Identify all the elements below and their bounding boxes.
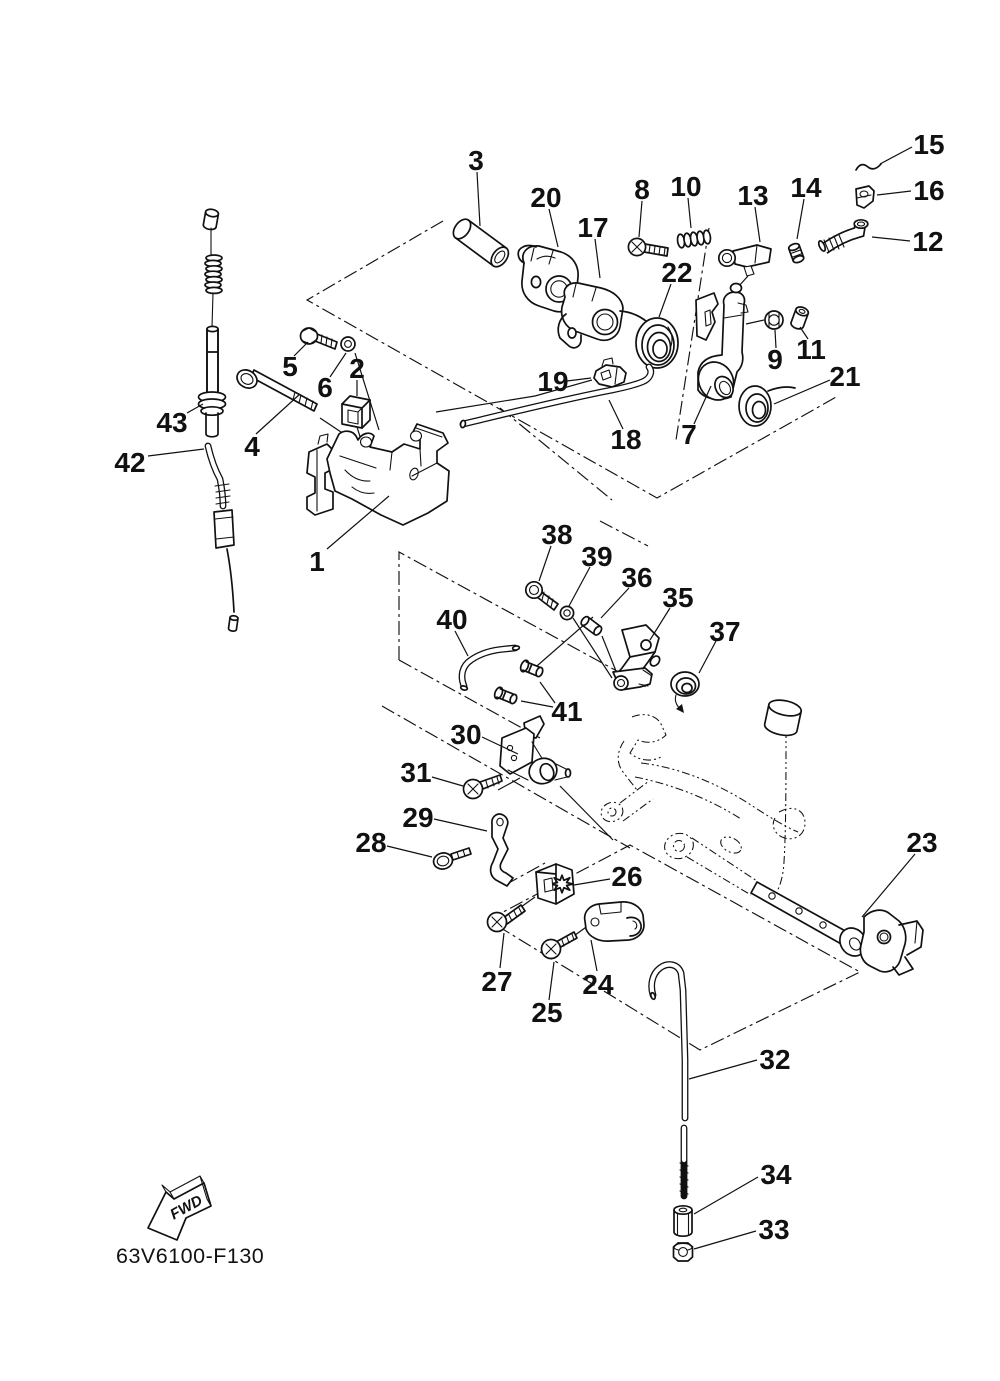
leader-line-4 [256, 394, 300, 434]
leader-line-29 [434, 819, 487, 831]
leader-line-8 [639, 201, 642, 237]
callout-11: 11 [796, 334, 826, 366]
leader-line-26 [574, 879, 610, 885]
callout-5: 5 [282, 351, 298, 383]
part-12-elbow-hose [817, 220, 867, 252]
leader-line-25 [549, 962, 554, 1000]
callout-41: 41 [551, 696, 583, 728]
callout-2: 2 [349, 353, 365, 385]
part-3-tube [450, 216, 512, 270]
part-16-clamp [856, 186, 874, 208]
callout-29: 29 [402, 802, 434, 834]
linkage-roller [763, 698, 802, 739]
callout-17: 17 [577, 212, 609, 244]
callout-4: 4 [244, 431, 260, 463]
callout-21: 21 [829, 361, 861, 393]
part-26-star-adjuster [536, 864, 574, 904]
leader-line-22 [659, 284, 671, 317]
callout-34: 34 [760, 1159, 792, 1191]
callout-40: 40 [436, 604, 468, 636]
leader-line-23 [862, 854, 915, 917]
callout-26: 26 [611, 861, 643, 893]
leader-line-32 [689, 1060, 757, 1079]
leader-line-20 [549, 209, 558, 247]
part-35-lever-bracket [613, 625, 662, 690]
diagram-code: 63V6100-F130 [116, 1244, 265, 1268]
leader-line-31 [432, 777, 463, 786]
leader-line-16 [877, 191, 911, 195]
leader-line-13 [755, 207, 760, 242]
callout-39: 39 [581, 541, 613, 573]
part-13-joint-lever [719, 245, 771, 276]
leader-line-28 [387, 846, 432, 857]
callout-9: 9 [767, 344, 783, 376]
callout-20: 20 [530, 182, 562, 214]
leader-line-12 [872, 237, 910, 241]
callout-27: 27 [481, 966, 513, 998]
callout-28: 28 [355, 827, 387, 859]
callout-42: 42 [114, 447, 146, 479]
part-19-clamp [594, 358, 626, 387]
callout-1: 1 [309, 546, 325, 578]
callout-31: 31 [400, 757, 432, 789]
part-4-bolt [234, 366, 317, 411]
throttle-cable-assembly [199, 208, 239, 631]
callout-22: 22 [661, 257, 693, 289]
leader-line-27 [500, 933, 504, 968]
callout-43: 43 [156, 407, 188, 439]
part-11-bushing [790, 305, 810, 330]
callout-16: 16 [913, 175, 945, 207]
leader-line-34 [694, 1177, 758, 1214]
part-22-spring [620, 311, 678, 368]
part-8-screw [628, 238, 668, 256]
leader-line-3 [477, 172, 480, 226]
part-28-screw [432, 848, 471, 871]
part-39-washer [560, 606, 573, 619]
part-6-washer [341, 337, 355, 351]
part-9-nut [765, 311, 783, 329]
callout-30: 30 [450, 719, 482, 751]
callout-15: 15 [913, 129, 945, 161]
leader-line-38 [539, 546, 551, 581]
part-21-spring [739, 386, 795, 426]
part-29-bracket-strip [491, 814, 513, 886]
part-40-pipe [460, 645, 519, 690]
callout-35: 35 [662, 582, 694, 614]
part-5-screw [301, 328, 338, 349]
part-7-lever [692, 284, 748, 407]
callout-32: 32 [759, 1044, 791, 1076]
leader-line-24 [591, 940, 597, 971]
leader-line-19 [567, 378, 591, 381]
leader-line-42 [148, 449, 204, 456]
callout-3: 3 [468, 145, 484, 177]
callout-8: 8 [634, 174, 650, 206]
part-33-nut [674, 1243, 693, 1261]
part-15-clip [856, 164, 881, 170]
part-27-screw [488, 905, 526, 932]
part-10-spring [677, 230, 712, 248]
leader-line-39 [569, 567, 590, 606]
leader-line-15 [880, 147, 912, 164]
part-1-bracket [307, 424, 449, 525]
leader-line-41 [521, 701, 553, 707]
leader-line-17 [595, 239, 600, 278]
fwd-label: FWD [167, 1191, 206, 1224]
part-2-damper [342, 396, 370, 428]
callout-12: 12 [912, 226, 944, 258]
callout-10: 10 [670, 171, 702, 203]
callout-7: 7 [681, 419, 697, 451]
callout-23: 23 [906, 827, 938, 859]
part-23-lever-assembly [751, 882, 923, 975]
callout-19: 19 [537, 366, 569, 398]
part-32-shift-rod [650, 965, 688, 1196]
part-14-nut [788, 242, 805, 264]
part-25-screw [542, 932, 578, 959]
leader-line-10 [688, 198, 691, 228]
callout-37: 37 [709, 616, 741, 648]
part-34-spacer [674, 1206, 692, 1236]
leader-line-33 [694, 1231, 756, 1249]
callout-25: 25 [531, 997, 563, 1029]
part-37-spring [671, 672, 699, 713]
callout-6: 6 [317, 372, 333, 404]
callout-14: 14 [790, 172, 822, 204]
callout-38: 38 [541, 519, 573, 551]
part-41-cable-ends [493, 659, 544, 706]
callout-13: 13 [737, 180, 769, 212]
callout-33: 33 [758, 1214, 790, 1246]
part-24-cable-clamp [585, 902, 644, 941]
callout-18: 18 [610, 424, 642, 456]
leader-line-1 [327, 496, 389, 549]
part-31-screw [464, 775, 503, 799]
leader-line-14 [797, 199, 804, 239]
callout-24: 24 [582, 969, 614, 1001]
leader-line-21 [774, 380, 830, 404]
part-38-screw [526, 582, 558, 610]
callout-36: 36 [621, 562, 653, 594]
fwd-arrow-icon [148, 1176, 211, 1240]
part-17-cam [558, 283, 623, 348]
